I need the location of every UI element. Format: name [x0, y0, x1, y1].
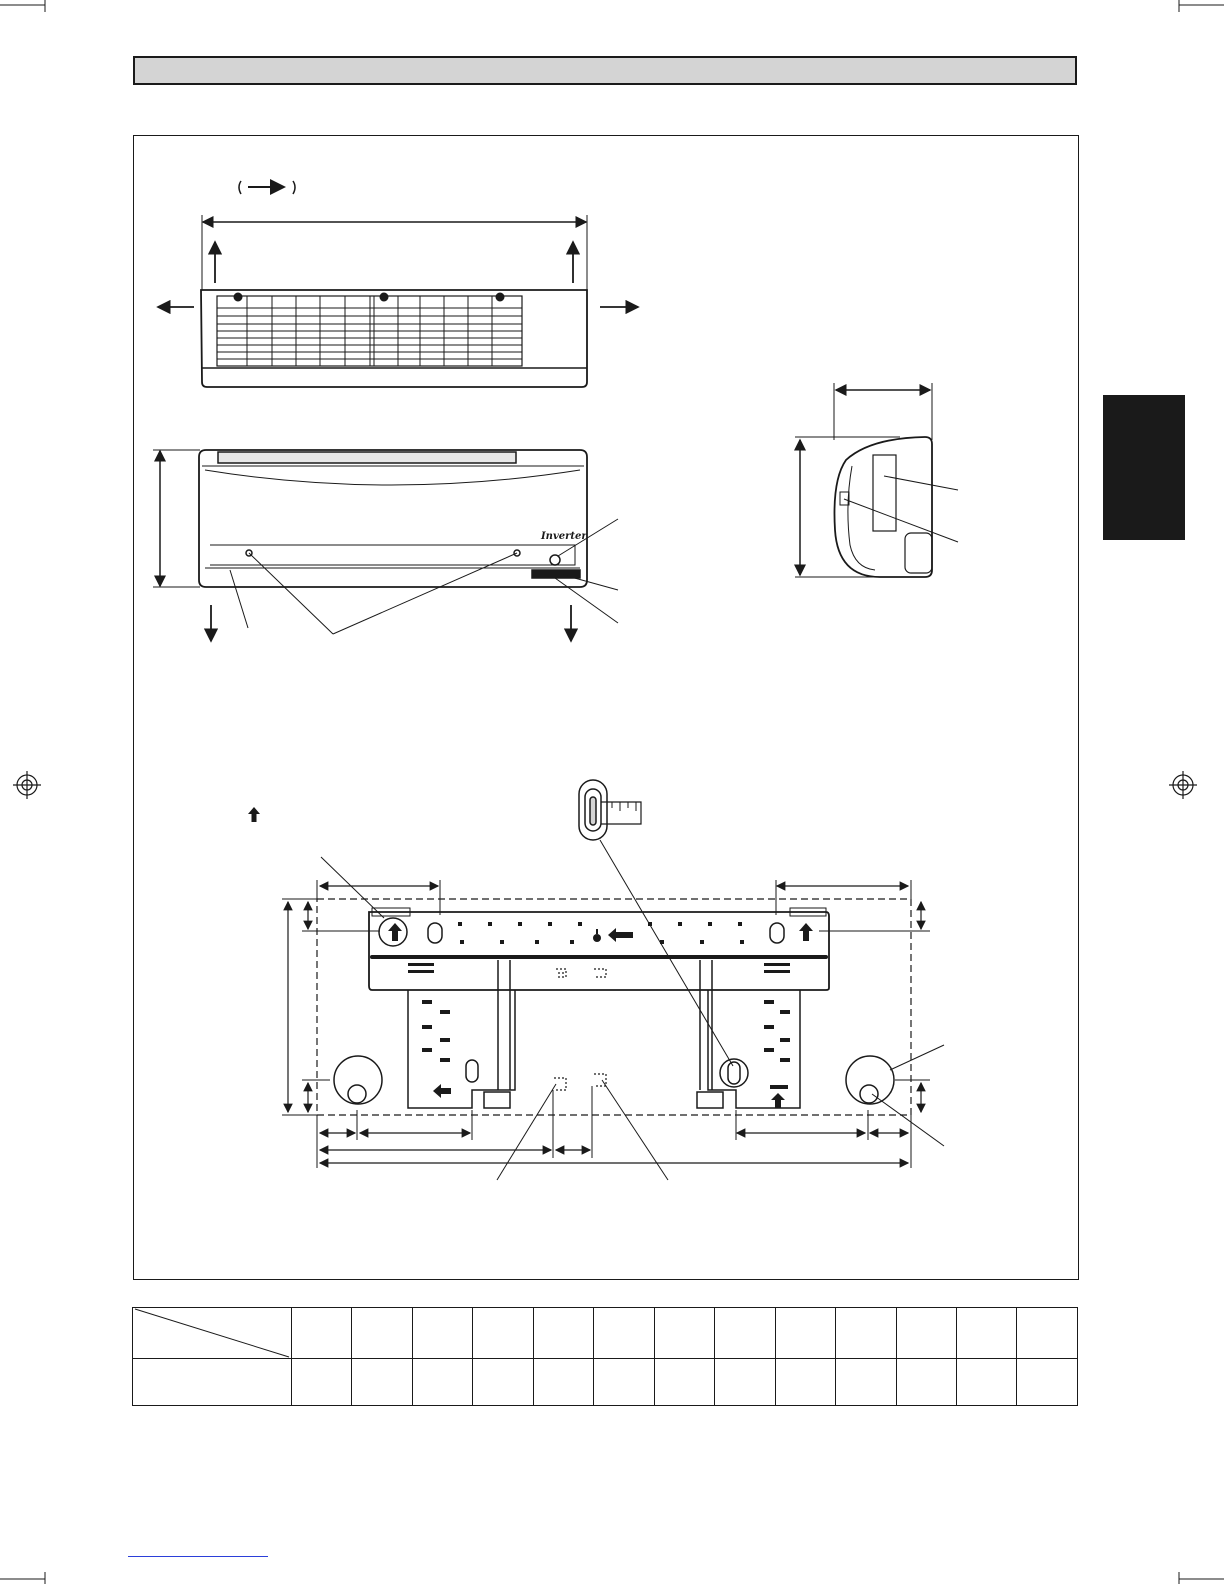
unit-front-view: [153, 450, 587, 587]
table-header-row: [133, 1308, 1078, 1359]
table-header-cell: [775, 1308, 835, 1359]
table-header-cell: [412, 1308, 472, 1359]
top-view-grille: [217, 293, 522, 366]
table-value-cell: [533, 1359, 593, 1406]
table-header-cell: [1017, 1308, 1078, 1359]
table-value-cell: [896, 1359, 956, 1406]
table-value-cell: [1017, 1359, 1078, 1406]
table-value-cell: [654, 1359, 714, 1406]
plate-arrows: [388, 923, 813, 1108]
table-header-cell: [836, 1308, 896, 1359]
plate-slots: [408, 922, 790, 1089]
table-value-cell: [836, 1359, 896, 1406]
up-arrow-symbol: [248, 807, 260, 822]
table-header-cell: [292, 1308, 352, 1359]
table-value-cell: [412, 1359, 472, 1406]
table-value-cell: [956, 1359, 1016, 1406]
table-corner-cell: [133, 1308, 292, 1359]
hose-holes: [334, 1056, 894, 1104]
table-value-cell: [715, 1359, 775, 1406]
table-value-cell: [473, 1359, 533, 1406]
table-header-cell: [533, 1308, 593, 1359]
footer-link-underline[interactable]: [128, 1556, 268, 1557]
table-value-cell: [775, 1359, 835, 1406]
plate-leaders: [321, 857, 944, 1180]
dimension-table: [132, 1307, 1078, 1406]
unit-side-view: [795, 383, 958, 577]
table-value-cell: [352, 1359, 412, 1406]
table-header-cell: [896, 1308, 956, 1359]
table-header-cell: [654, 1308, 714, 1359]
table-header-cell: [594, 1308, 654, 1359]
plate-clips: [554, 969, 606, 1090]
table-header-cell: [352, 1308, 412, 1359]
table-header-cell: [956, 1308, 1016, 1359]
table-header-cell: [715, 1308, 775, 1359]
plate-dimension-lines: [282, 880, 930, 1168]
corner-diagonal: [133, 1308, 291, 1358]
table-value-row: [133, 1359, 1078, 1406]
arrow-legend: [239, 181, 295, 194]
inverter-logo: Inverter: [541, 531, 587, 542]
table-value-cell: [292, 1359, 352, 1406]
table-row-label-cell: [133, 1359, 292, 1406]
table-value-cell: [594, 1359, 654, 1406]
table-header-cell: [473, 1308, 533, 1359]
